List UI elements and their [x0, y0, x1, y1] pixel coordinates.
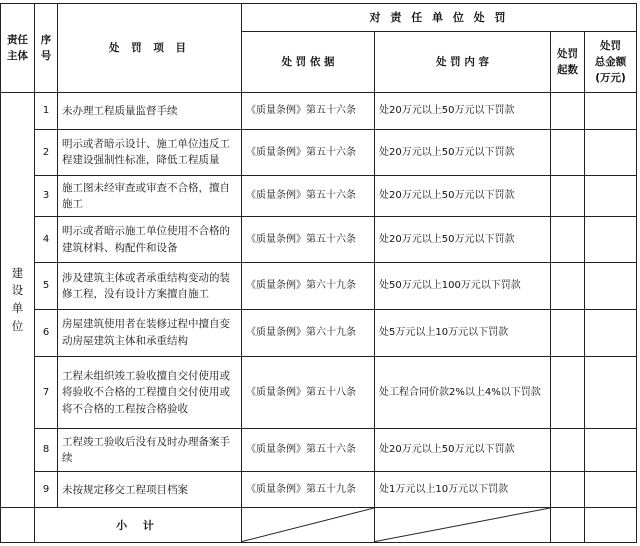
row-content: 处20万元以上50万元以下罚款 [375, 216, 551, 263]
row-content: 处20万元以上50万元以下罚款 [375, 129, 551, 176]
row-number: 4 [35, 216, 58, 263]
subject-char: 位 [11, 319, 24, 334]
table-row [1, 356, 637, 429]
row-item: 工程竣工验收后没有及时办理备案手续 [58, 429, 242, 472]
row-content: 处工程合同价款2%以上4%以下罚款 [375, 356, 551, 429]
subtotal-amount [585, 508, 637, 543]
row-item: 工程未组织竣工验收擅自交付使用或将验收不合格的工程擅自交付使用或将不合格的工程按合格验收 [58, 356, 242, 429]
row-basis: 《质量条例》第五十八条 [242, 356, 375, 429]
row-item: 明示或者暗示施工单位使用不合格的建筑材料、构配件和设备 [58, 216, 242, 263]
subject-cell [1, 93, 35, 508]
row-number: 9 [35, 471, 58, 507]
table-row [1, 471, 637, 507]
row-content: 处50万元以上100万元以下罚款 [375, 263, 551, 310]
row-number: 2 [35, 129, 58, 176]
row-number: 7 [35, 356, 58, 429]
header-start: 处罚起数 [551, 32, 585, 93]
row-content: 处20万元以上50万元以下罚款 [375, 176, 551, 217]
row-basis: 《质量条例》第五十六条 [242, 176, 375, 217]
row-amount [585, 429, 637, 472]
row-amount [585, 471, 637, 507]
row-amount [585, 93, 637, 129]
row-basis: 《质量条例》第五十六条 [242, 129, 375, 176]
subtotal-start [551, 508, 585, 543]
row-number: 5 [35, 263, 58, 310]
row-amount [585, 129, 637, 176]
subtotal-row [1, 508, 637, 543]
header-amount-line1: 处罚 [600, 39, 622, 52]
table-row [1, 216, 637, 263]
diagonal-line-icon [375, 508, 550, 542]
row-start [551, 216, 585, 263]
row-start [551, 176, 585, 217]
row-start [551, 129, 585, 176]
row-item: 未按规定移交工程项目档案 [58, 471, 242, 507]
row-basis: 《质量条例》第五十六条 [242, 216, 375, 263]
row-number: 3 [35, 176, 58, 217]
header-subject: 责任主体 [1, 4, 35, 93]
row-basis: 《质量条例》第六十九条 [242, 309, 375, 356]
table-row [1, 176, 637, 217]
row-content: 处20万元以上50万元以下罚款 [375, 93, 551, 129]
row-item: 明示或者暗示设计、施工单位违反工程建设强制性标准，降低工程质量 [58, 129, 242, 176]
subject-char: 建 [11, 265, 24, 280]
subject-char: 单 [11, 301, 24, 316]
row-item: 涉及建筑主体或者承重结构变动的装修工程，没有设计方案擅自施工 [58, 263, 242, 310]
row-amount [585, 356, 637, 429]
row-amount [585, 216, 637, 263]
header-item: 处 罚 项 目 [58, 4, 242, 93]
row-start [551, 356, 585, 429]
row-item: 房屋建筑使用者在装修过程中擅自变动房屋建筑主体和承重结构 [58, 309, 242, 356]
header-amount-line3: (万元) [595, 72, 626, 85]
subtotal-content-diagonal [375, 508, 551, 543]
subtotal-blank [1, 508, 35, 543]
table-row [1, 309, 637, 356]
header-amount-line2: 总金额 [594, 56, 627, 69]
row-basis: 《质量条例》第五十九条 [242, 471, 375, 507]
row-basis: 《质量条例》第五十六条 [242, 429, 375, 472]
row-item: 未办理工程质量监督手续 [58, 93, 242, 129]
row-amount [585, 309, 637, 356]
row-content: 处1万元以上10万元以下罚款 [375, 471, 551, 507]
row-basis: 《质量条例》第六十九条 [242, 263, 375, 310]
row-start [551, 429, 585, 472]
subject-char: 设 [11, 283, 24, 298]
header-group: 对 责 任 单 位 处 罚 [242, 4, 637, 32]
table-row [1, 429, 637, 472]
row-start [551, 93, 585, 129]
row-item: 施工图未经审查或审查不合格，擅自施工 [58, 176, 242, 217]
row-content: 处5万元以上10万元以下罚款 [375, 309, 551, 356]
row-start [551, 309, 585, 356]
row-basis: 《质量条例》第五十六条 [242, 93, 375, 129]
diagonal-line-icon [242, 508, 374, 542]
table-row [1, 263, 637, 310]
row-number: 1 [35, 93, 58, 129]
header-basis: 处 罚 依 据 [242, 32, 375, 93]
header-row-1 [1, 4, 637, 32]
table-row [1, 93, 637, 129]
row-amount [585, 263, 637, 310]
subtotal-label: 小 计 [35, 508, 242, 543]
row-content: 处20万元以上50万元以下罚款 [375, 429, 551, 472]
header-seq: 序号 [35, 4, 58, 93]
row-start [551, 471, 585, 507]
row-start [551, 263, 585, 310]
row-amount [585, 176, 637, 217]
subtotal-basis-diagonal [242, 508, 375, 543]
table-row [1, 129, 637, 176]
header-amount [585, 32, 637, 93]
row-number: 6 [35, 309, 58, 356]
penalty-table [0, 3, 637, 543]
row-number: 8 [35, 429, 58, 472]
header-content: 处 罚 内 容 [375, 32, 551, 93]
